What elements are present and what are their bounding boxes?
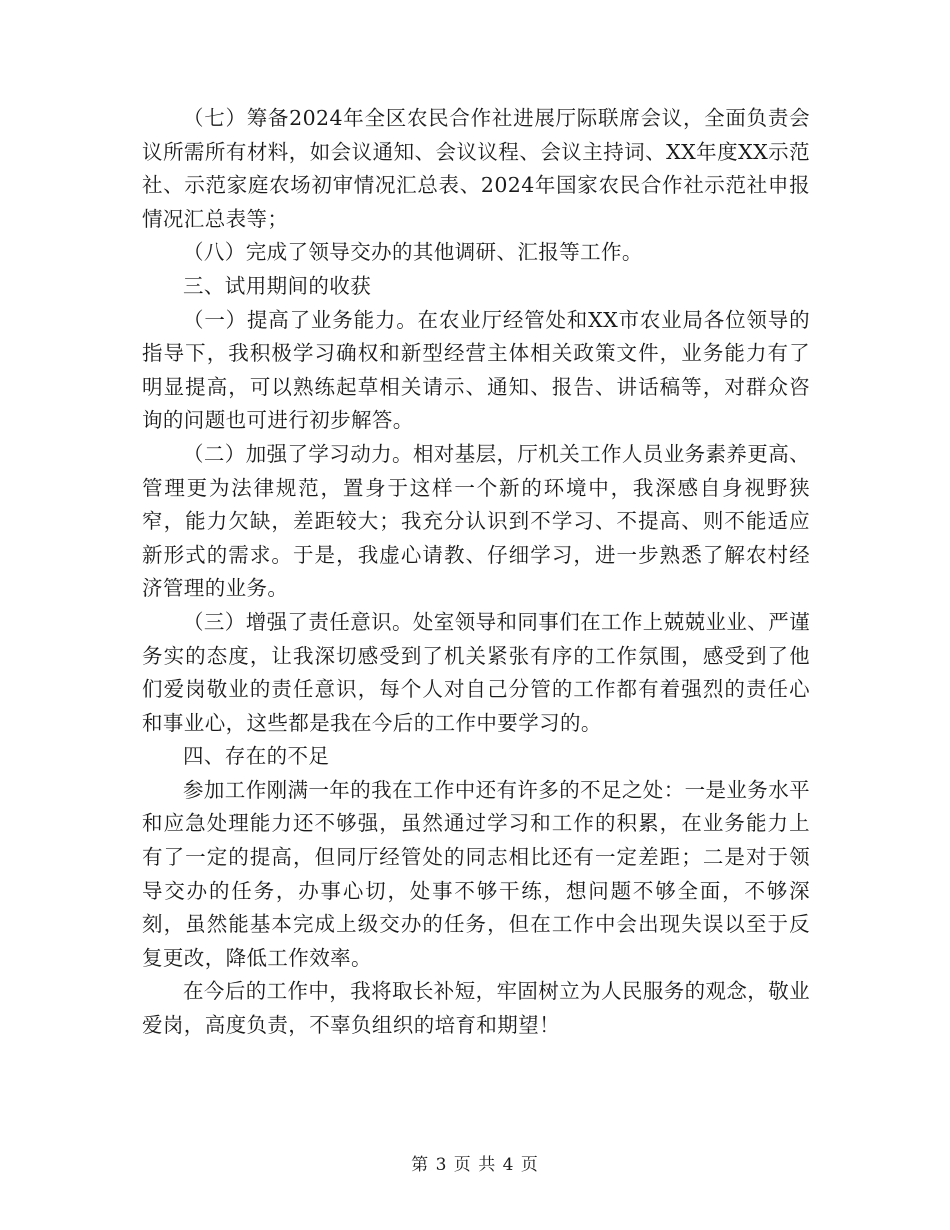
paragraph-shortcomings: 参加工作刚满一年的我在工作中还有许多的不足之处：一是业务水平和应急处理能力还不够强，虽然通过学习和工作的积累，在业务能力上有了一定的提高，但同厅经管处的同志相比还有一定差距；二是对于领导交办的任务，办事心切，处事不够干练，想问题不够全面，不够深刻，虽然能基本完成上级交办的任务，但在工作中会出现失误以至于反复更改，降低工作效率。 xyxy=(142,777,810,970)
paragraph-conclusion: 在今后的工作中，我将取长补短，牢固树立为人民服务的观念，敬业爱岗，高度负责，不辜负组织的培育和期望！ xyxy=(142,979,810,1038)
paragraph-item-7: （七）筹备2024年全区农民合作社进展厅际联席会议，全面负责会议所需所有材料，如会议通知、会议议程、会议主持词、XX年度XX示范社、示范家庭农场初审情况汇总表、2024年国家农民合作社示范社申报情况汇总表等； xyxy=(142,106,810,231)
page-number-footer: 第 3 页 共 4 页 xyxy=(411,1155,539,1175)
paragraph-gain-2: （二）加强了学习动力。相对基层，厅机关工作人员业务素养更高、管理更为法律规范，置身于这样一个新的环境中，我深感自身视野狭窄，能力欠缺，差距较大；我充分认识到不学习、不提高、则不能适应新形式的需求。于是，我虚心请教、仔细学习，进一步熟悉了解农村经济管理的业务。 xyxy=(142,441,810,601)
paragraph-item-8: （八）完成了领导交办的其他调研、汇报等工作。 xyxy=(183,240,643,265)
section-heading-shortcomings: 四、存在的不足 xyxy=(183,744,330,769)
section-heading-gains: 三、试用期间的收获 xyxy=(183,273,372,298)
paragraph-gain-1: （一）提高了业务能力。在农业厅经管处和XX市农业局各位领导的指导下，我积极学习确权和新型经营主体相关政策文件，业务能力有了明显提高，可以熟练起草相关请示、通知、报告、讲话稿等，对群众咨询的问题也可进行初步解答。 xyxy=(142,307,810,433)
document-body xyxy=(142,102,810,1043)
paragraph-gain-3: （三）增强了责任意识。处室领导和同事们在工作上兢兢业业、严谨务实的态度，让我深切感受到了机关紧张有序的工作氛围，感受到了他们爱岗敬业的责任意识，每个人对自己分管的工作都有着强烈的责任心和事业心，这些都是我在今后的工作中要学习的。 xyxy=(142,609,810,735)
